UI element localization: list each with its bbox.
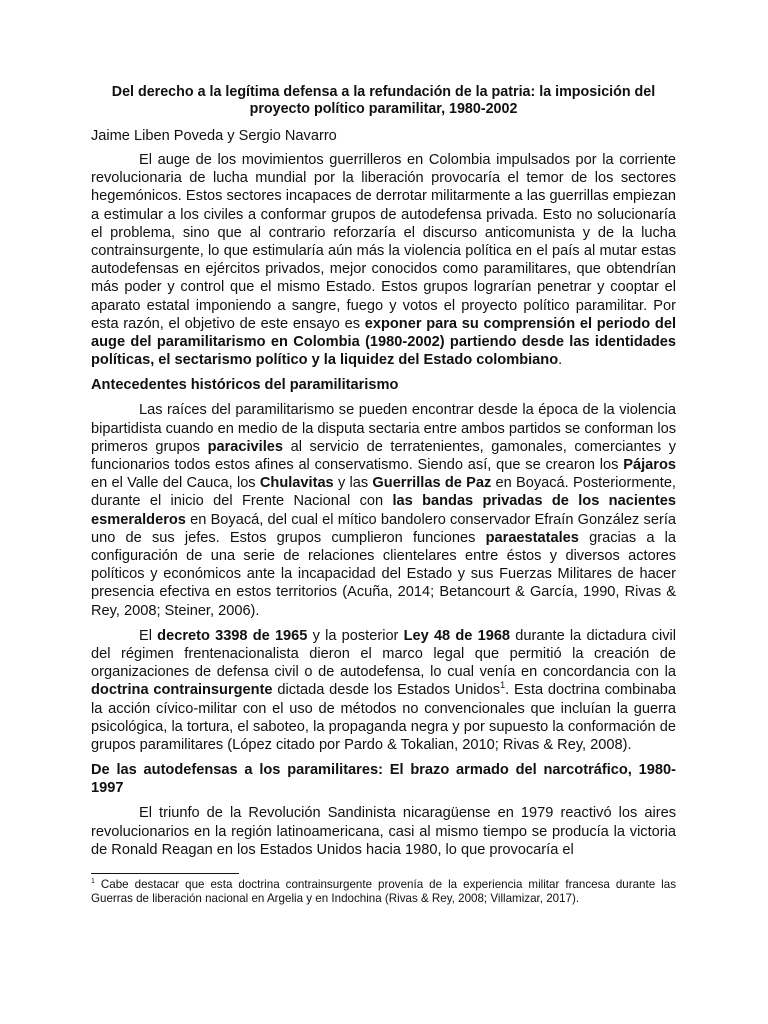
text-run: y la posterior xyxy=(307,627,404,644)
footnote-divider xyxy=(91,873,239,874)
footnote xyxy=(91,878,676,906)
bold-doctrina: doctrina contrainsurgente xyxy=(91,682,273,699)
bold-chulavitas: Chulavitas xyxy=(259,475,334,492)
sandinista-paragraph: El triunfo de la Revolución Sandinista nicaragüense en 1979 reactivó los aires revolucionarios en la región latinoamericana, casi al mismo tiempo se producía la victoria de Ronald Reagan en los Estados Unidos hacia 1980, lo que provocaría el xyxy=(91,805,676,858)
authors-line: Jaime Liben Poveda y Sergio Navarro xyxy=(91,128,337,144)
text-run: en el Valle del Cauca, los xyxy=(91,475,260,492)
bold-paraciviles: paraciviles xyxy=(207,438,284,455)
footnote-reference[interactable]: 1 xyxy=(500,680,506,691)
bold-paraestatales: paraestatales xyxy=(485,529,579,546)
text-run: y las xyxy=(333,475,373,492)
footnote-text: Cabe destacar que esta doctrina contrainsurgente provenía de la experiencia militar francesa durante las Guerras de liberación nacional en Argelia y en Indochina (Rivas & Rey, 2008; Villamizar, 2017). xyxy=(91,877,676,905)
intro-text: El auge de los movimientos guerrilleros en Colombia impulsados por la corriente revolucionaria de lucha mundial por la liberación provocaría el temor de los sectores hegemónicos. Estos sectores incapaces de derrotar militarmente a las guerrillas empiezan a estimular a los civiles a conformar grupos de autodefensa privada. Esto no solucionaría el problema, sino que al contrario reforzaría el discurso anticomunista y de la lucha contrainsurgente, lo que estimularía aún más la violencia política en el país al mutar estas autodefensas en ejércitos privados, mejor conocidos como paramilitares, que obtendrían más poder y control que el mismo Estado. Estos grupos lograrían penetrar y cooptar el aparato estatal imponiendo a sangre, fuego y votos el proyecto político paramilitar. Por esta razón, el objetivo de este ensayo es xyxy=(91,152,676,332)
text-run: en Boyacá. Posteriormente, durante el inicio del Frente Nacional con xyxy=(91,475,676,510)
intro-objective-bold: exponer para su comprensión el periodo del auge del paramilitarismo en Colombia (1980-2002) partiendo desde las identidades políticas, el sectarismo político y la liquidez del Estado colombiano xyxy=(91,315,677,369)
decreto-paragraph xyxy=(91,627,676,754)
text-run: en Boyacá, del cual el mítico bandolero conservador Efraín González sería uno de sus jefes. Estos grupos cumplieron funciones xyxy=(91,511,676,546)
bold-guerrillas-de-paz: Guerrillas de Paz xyxy=(372,475,492,492)
text-run: Las raíces del paramilitarismo se pueden encontrar desde la época de la violencia bipartidista cuando en medio de la disputa sectaria entre ambos partidos se conforman los primeros grupos xyxy=(91,402,676,455)
text-run: al servicio de terratenientes, gamonales, comerciantes y funcionarios todos estos afines al conservatismo. Siendo así, que se crearon los xyxy=(91,438,677,474)
document-title: Del derecho a la legítima defensa a la refundación de la patria: la imposición del proyecto político paramilitar, 1980-2002 xyxy=(111,84,656,117)
bold-pajaros: Pájaros xyxy=(623,457,676,474)
bold-bandas-privadas: las bandas privadas de los nacientes esmeralderos xyxy=(91,493,676,528)
bold-decreto: decreto 3398 de 1965 xyxy=(157,627,308,644)
intro-paragraph xyxy=(91,151,676,369)
section-heading-antecedentes: Antecedentes históricos del paramilitarismo xyxy=(91,377,399,394)
intro-period: . xyxy=(558,352,563,369)
text-run: durante la dictadura civil del régimen frentenacionalista dieron el marco legal que permitió la creación de organizaciones de defensa civil o de autodefensa, lo cual venía en concordancia con la xyxy=(91,627,677,681)
antecedentes-paragraph xyxy=(91,401,676,619)
text-run: dictada desde los Estados Unidos xyxy=(272,682,501,699)
footnote-mark: 1 xyxy=(91,878,95,886)
text-run: . Esta doctrina combinaba la acción cívico-militar con el uso de métodos no convencionales que incluían la guerra psicológica, la tortura, el saboteo, la propaganda negra y por supuesto la conformación de grupos paramilitares (López citado por Pardo & Tokalian, 2010; Rivas & Rey, 2008). xyxy=(91,682,677,754)
bold-ley: Ley 48 de 1968 xyxy=(403,627,511,644)
section-heading-autodefensas: De las autodefensas a los paramilitares: El brazo armado del narcotráfico, 1980-1997 xyxy=(91,762,676,797)
text-run: El xyxy=(139,627,158,644)
text-run: gracias a la configuración de una serie de relaciones clientelares entre éstos y diversos actores políticos y económicos ante la incapacidad del Estado y sus Fuerzas Militares de hacer presencia efectiva en estos territorios (Acuña, 2014; Betancourt & García, 1990, Rivas & Rey, 2008; Steiner, 2006). xyxy=(91,529,676,619)
